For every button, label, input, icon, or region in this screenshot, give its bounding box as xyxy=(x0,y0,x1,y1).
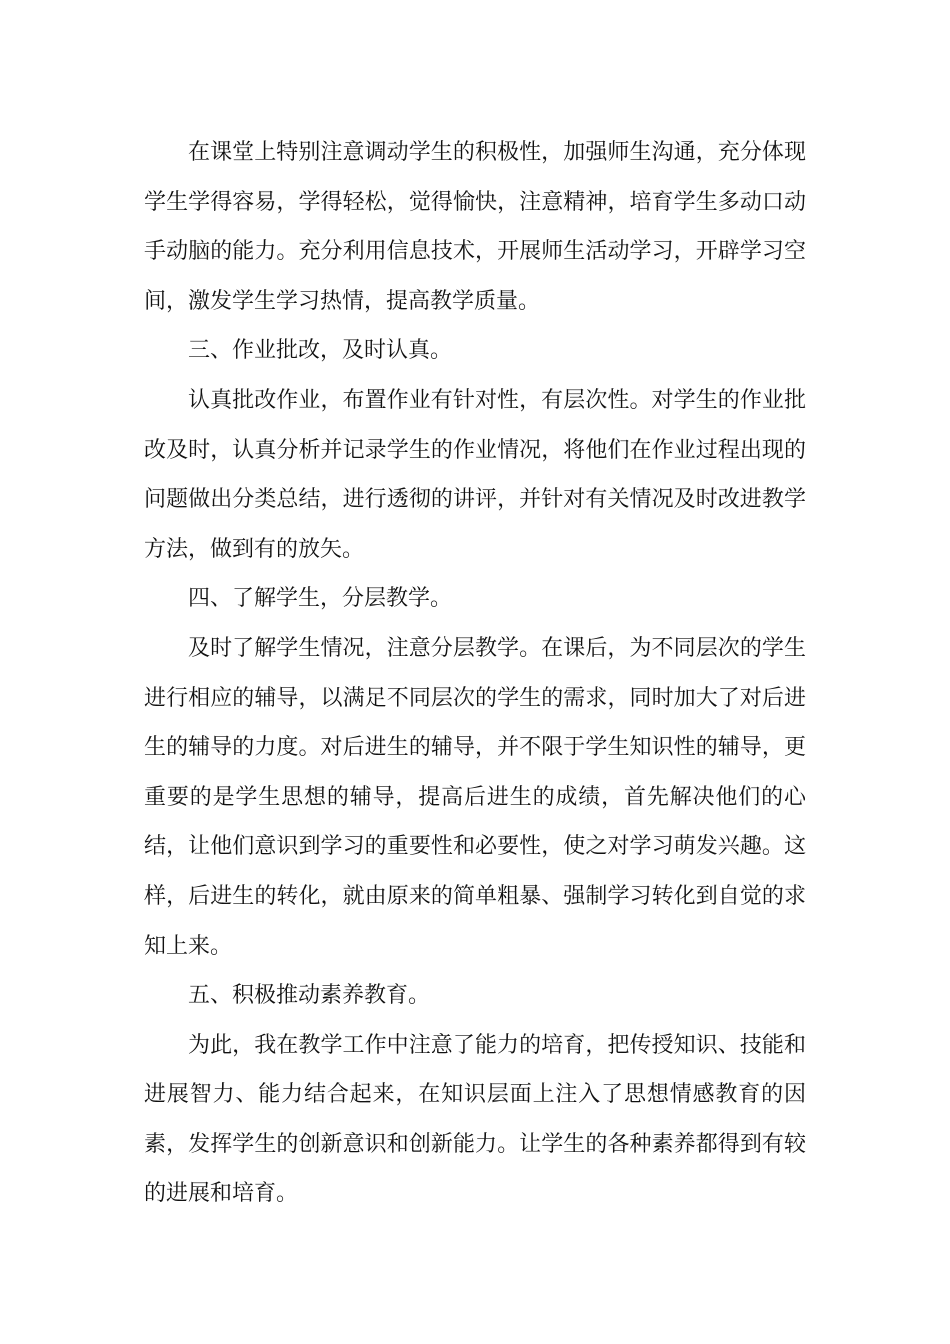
document-body xyxy=(144,128,806,1219)
paragraph-tiered-teaching: 及时了解学生情况，注意分层教学。在课后，为不同层次的学生进行相应的辅导，以满足不同层次的学生的需求，同时加大了对后进生的辅导的力度。对后进生的辅导，并不限于学生知识性的辅导，更重要的是学生思想的辅导，提高后进生的成绩，首先解决他们的心结，让他们意识到学习的重要性和必要性，使之对学习萌发兴趣。这样，后进生的转化，就由原来的简单粗暴、强制学习转化到自觉的求知上来。 xyxy=(144,635,806,959)
paragraph-classroom: 在课堂上特别注意调动学生的积极性，加强师生沟通，充分体现学生学得容易，学得轻松，觉得愉快，注意精神，培育学生多动口动手动脑的能力。充分利用信息技术，开展师生活动学习，开辟学习空间，激发学生学习热情，提高教学质量。 xyxy=(144,140,806,314)
section-heading-homework: 三、作业批改，及时认真。 xyxy=(188,338,453,364)
paragraph-quality-education: 为此，我在教学工作中注意了能力的培育，把传授知识、技能和进展智力、能力结合起来，在知识层面上注入了思想情感教育的因素，发挥学生的创新意识和创新能力。让学生的各种素养都得到有较的进展和培育。 xyxy=(144,1032,806,1207)
section-heading-quality-education: 五、积极推动素养教育。 xyxy=(188,983,431,1009)
paragraph-homework: 认真批改作业，布置作业有针对性，有层次性。对学生的作业批改及时，认真分析并记录学生的作业情况，将他们在作业过程出现的问题做出分类总结，进行透彻的讲评，并针对有关情况及时改进教学方法，做到有的放矢。 xyxy=(144,387,806,562)
section-heading-tiered-teaching: 四、了解学生，分层教学。 xyxy=(188,586,453,612)
